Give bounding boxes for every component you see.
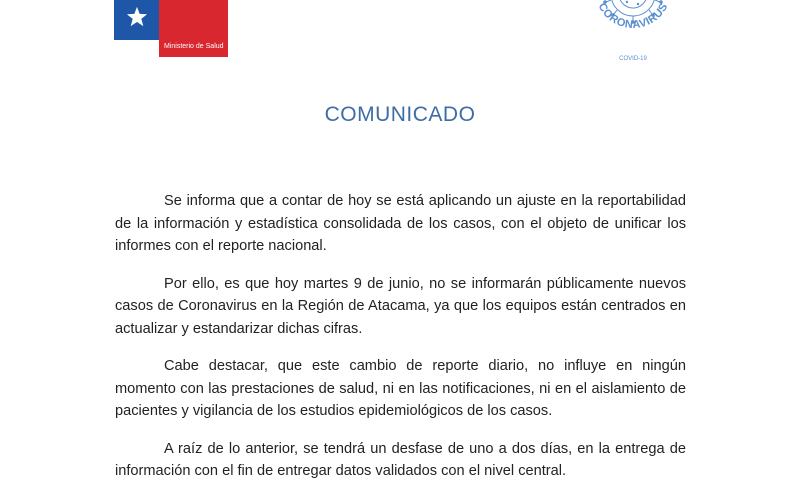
document-body (115, 190, 686, 498)
logo-blue-block (114, 0, 159, 40)
coronavirus-badge (580, 0, 680, 64)
paragraph-2: Por ello, es que hoy martes 9 de junio, no se informarán públicamente nuevos casos de Coronavirus en la Región de Atacama, ya que los equipos están centrados en actualizar y estandarizar dichas cifras. (115, 275, 686, 337)
ministry-logo-label: Ministerio de Salud (164, 43, 224, 50)
document-title: COMUNICADO (324, 103, 476, 126)
virus-icon (580, 0, 680, 64)
paragraph-4: A raíz de lo anterior, se tendrá un desfase de uno a dos días, en la entrega de información con el fin de entregar datos validados con el nivel central. (115, 440, 686, 479)
paragraph-1: Se informa que a contar de hoy se está aplicando un ajuste en la reportabilidad de la información y estadística consolidada de los casos, con el objeto de unificar los informes con el reporte nacional. (115, 193, 686, 254)
ministerio-de-salud-logo (114, 0, 228, 57)
badge-word: CORONAVIRUS (595, 1, 671, 32)
paragraph-3: Cabe destacar, que este cambio de reporte diario, no influye en ningún momento con las prestaciones de salud, ni en las notificaciones, ni en el aislamiento de pacientes y vigilancia de los estudios epidemiológicos de los casos. (115, 358, 686, 419)
badge-subtitle: COVID-19 (619, 56, 647, 62)
star-icon (126, 6, 148, 28)
